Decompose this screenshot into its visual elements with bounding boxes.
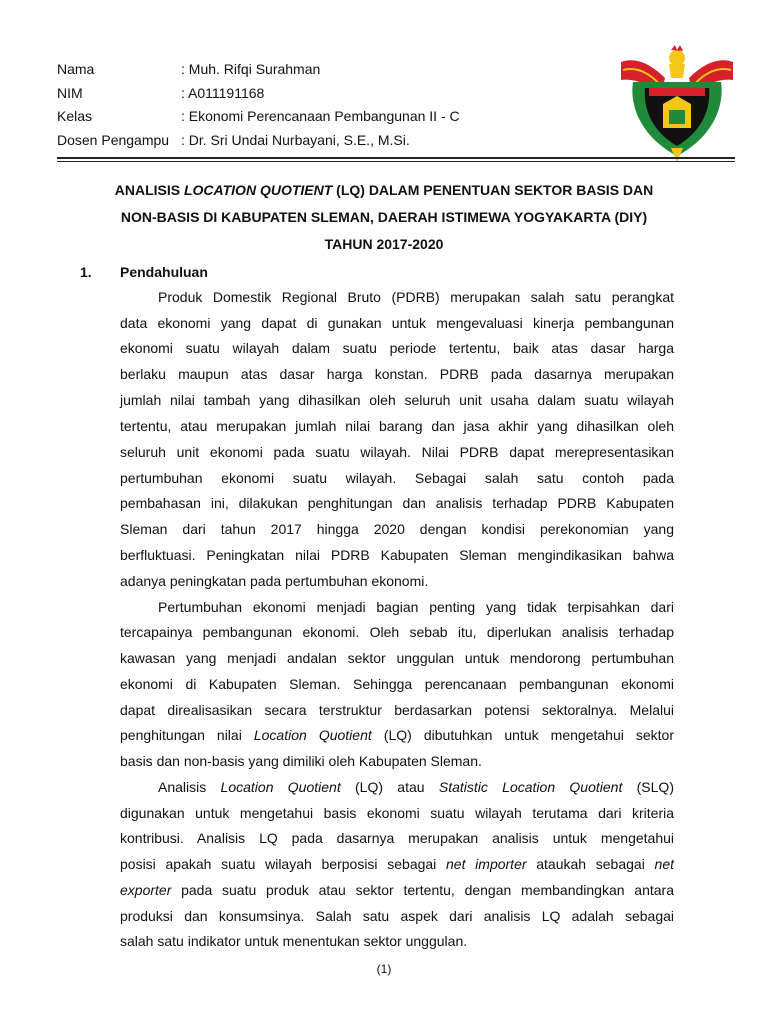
nim-row — [57, 82, 577, 106]
lecturer-value: : Dr. Sri Undai Nurbayani, S.E., M.Si. — [181, 131, 410, 148]
paragraph-line: seluruh unit ekonomi pada suatu wilayah. Nilai PDRB dapat merepresentasikan — [120, 444, 674, 460]
university-emblem-icon — [619, 44, 735, 162]
nim-label: NIM — [57, 84, 83, 101]
paragraph-line: kawasan yang menjadi andalan sektor unggulan untuk mendorong pertumbuhan — [120, 650, 674, 666]
text-run: Analisis — [158, 779, 221, 795]
paragraph-line: tertentu, atau merupakan jumlah nilai barang dan jasa akhir yang dihasilkan oleh — [120, 418, 674, 434]
paragraph-line: produksi dan konsumsinya. Salah satu aspek dari analisis LQ adalah sebagai — [120, 908, 674, 924]
class-row — [57, 105, 577, 129]
paragraph-line: dapat direalisasikan secara terstruktur berdasarkan potensi sektoralnya. Melalui — [120, 702, 674, 718]
name-value: : Muh. Rifqi Surahman — [181, 61, 321, 77]
student-info-header — [57, 58, 577, 152]
title-italic-term: LOCATION QUOTIENT — [183, 182, 333, 198]
italic-term: Location Quotient — [220, 779, 341, 795]
paragraph-line: tercapainya pembangunan ekonomi. Oleh sebab itu, diperlukan analisis terhadap — [120, 624, 674, 640]
paragraph-line — [120, 723, 674, 749]
lecturer-row — [57, 129, 577, 153]
paragraph-line: Produk Domestik Regional Bruto (PDRB) merupakan salah satu perangkat — [158, 289, 674, 305]
paragraph-line — [120, 878, 674, 904]
paragraph-line: ekonomi di Kabupaten Sleman. Sehingga perencanaan pembangunan ekonomi — [120, 676, 674, 692]
section-number: 1. — [80, 264, 92, 280]
text-run: posisi apakah suatu wilayah berposisi sebagai — [120, 856, 446, 872]
name-row — [57, 58, 577, 82]
text-run: pada suatu produk atau sektor tertentu, dengan membandingkan antara — [171, 882, 674, 898]
paragraph-line: kontribusi. Analisis LQ pada dasarnya merupakan analisis untuk mengetahui — [120, 830, 674, 846]
text-run: ataukah sebagai — [526, 856, 655, 872]
paragraph-line: data ekonomi yang dapat di gunakan untuk mengevaluasi kinerja pembangunan — [120, 315, 674, 331]
section-title: Pendahuluan — [120, 264, 208, 280]
name-label: Nama — [57, 61, 95, 77]
italic-term: Location Quotient — [253, 727, 372, 743]
paragraph-line — [120, 852, 674, 878]
text-run: (LQ) atau — [340, 779, 439, 795]
title-text: ANALISIS — [114, 182, 184, 198]
lecturer-label: Dosen Pengampu — [57, 131, 170, 148]
title-text: (LQ) DALAM PENENTUAN SEKTOR BASIS DAN — [332, 182, 654, 198]
page-number: (1) — [376, 962, 392, 976]
paragraph-line: ekonomi suatu wilayah dalam suatu periode tertentu, baik atas dasar harga — [120, 340, 674, 356]
paragraph-line: salah satu indikator untuk menentukan sektor unggulan. — [120, 933, 468, 949]
paragraph-line: adanya peningkatan pada pertumbuhan ekonomi. — [120, 573, 429, 589]
paragraph-line — [158, 775, 674, 801]
title-line-3: TAHUN 2017-2020 — [324, 236, 444, 252]
header-divider-thin — [57, 161, 735, 162]
nim-value: : A011191168 — [181, 84, 265, 101]
paragraph-line: Sleman dari tahun 2017 hingga 2020 dengan kondisi perekonomian yang — [120, 521, 674, 537]
italic-term: net — [654, 856, 674, 872]
section-heading — [80, 260, 208, 284]
paragraph-line: digunakan untuk mengetahui basis ekonomi suatu wilayah terutama dari kriteria — [120, 805, 674, 821]
document-title — [57, 177, 711, 258]
header-divider-thick — [57, 157, 735, 159]
paragraph-line: jumlah nilai tambah yang dihasilkan oleh seluruh unit usaha dalam suatu wilayah — [120, 392, 674, 408]
italic-term: net importer — [446, 856, 527, 872]
text-run: penghitungan nilai — [120, 727, 254, 743]
paragraph-line: berlaku maupun atas dasar harga konstan. PDRB pada dasarnya merupakan — [120, 366, 674, 382]
paragraph-line: berfluktuasi. Peningkatan nilai PDRB Kabupaten Sleman mengindikasikan bahwa — [120, 547, 674, 563]
paragraph-line: Pertumbuhan ekonomi menjadi bagian penting yang tidak terpisahkan dari — [158, 599, 674, 615]
paragraph-line: basis dan non-basis yang dimiliki oleh Kabupaten Sleman. — [120, 753, 482, 769]
class-label: Kelas — [57, 108, 93, 125]
paragraph-line: pertumbuhan ekonomi suatu wilayah. Sebagai salah satu contoh pada — [120, 470, 674, 486]
italic-term: Statistic Location Quotient — [438, 779, 623, 795]
text-run: (LQ) dibutuhkan untuk mengetahui sektor — [371, 727, 675, 743]
title-line-1 — [57, 177, 711, 204]
paragraph-line: pembahasan ini, dilakukan penghitungan dan analisis terhadap PDRB Kabupaten — [120, 495, 674, 511]
class-value: : Ekonomi Perencanaan Pembangunan II - C — [181, 108, 460, 125]
title-line-2: NON-BASIS DI KABUPATEN SLEMAN, DAERAH ISTIMEWA YOGYAKARTA (DIY) — [120, 209, 648, 225]
italic-term: exporter — [120, 882, 172, 898]
text-run: (SLQ) — [622, 779, 674, 795]
